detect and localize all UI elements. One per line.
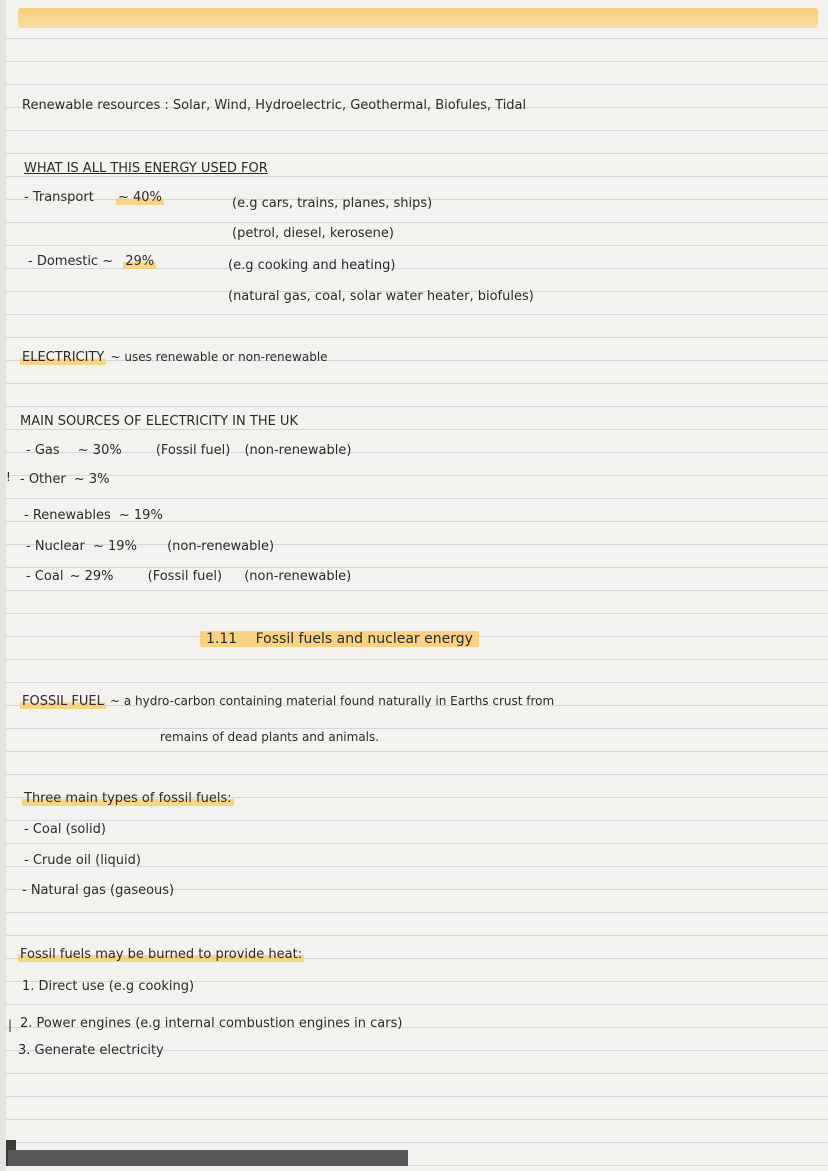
electricity-label: ELECTRICITY [22,350,105,365]
section-number: 1.11 [206,631,238,647]
domestic-pct: 29% [125,254,155,269]
fossil-fuel-label: FOSSIL FUEL [22,694,104,709]
domestic-line [28,254,156,270]
source-note: (non-renewable) [244,443,352,458]
uk-sources-heading: MAIN SOURCES OF ELECTRICITY IN THE UK [20,414,298,429]
source-name: - Renewables [24,508,111,523]
source-name: - Nuclear [26,539,85,554]
uses-heading-text: Fossil fuels may be burned to provide heat: [20,947,303,962]
renewable-list: : Solar, Wind, Hydroelectric, Geothermal, Biofules, Tidal [164,98,527,113]
domestic-fuel: (natural gas, coal, solar water heater, biofules) [228,289,534,304]
notebook-binding [8,1150,408,1166]
transport-label: - Transport [24,190,94,205]
source-note: (Fossil fuel) [155,443,231,458]
transport-eg: (e.g cars, trains, planes, ships) [232,196,433,211]
fossil-fuel-line [20,693,554,710]
type-item: - Crude oil (liquid) [24,853,141,868]
use-item: 1. Direct use (e.g cooking) [22,979,195,994]
source-note: (non-renewable) [167,539,275,554]
section-title-box [200,631,479,647]
source-note: (Fossil fuel) [147,569,223,584]
source-pct: ~ 29% [69,569,114,584]
source-pct: ~ 19% [118,508,163,523]
source-note: (non-renewable) [244,569,352,584]
source-name: - Other [20,472,66,487]
transport-pct: ~ 40% [117,190,162,205]
top-highlight-band [18,8,818,28]
renewable-label: Renewable resources [22,98,161,113]
types-heading [22,791,234,807]
domestic-label: - Domestic ~ [28,254,114,269]
uses-heading [18,947,304,963]
source-pct: ~ 19% [93,539,137,554]
section-name: Fossil fuels and nuclear energy [255,631,473,647]
fossil-fuel-def-1: ~ a hydro-carbon containing material found naturally in Earths crust from [110,694,555,708]
uk-source-gas [26,443,351,459]
fossil-fuel-def-2: remains of dead plants and animals. [160,730,380,744]
electricity-line [20,349,328,366]
type-item: - Coal (solid) [24,822,106,837]
renewable-line [22,98,526,114]
margin-mark: ! [6,470,11,484]
source-pct: ~ 3% [73,472,110,487]
transport-fuel: (petrol, diesel, kerosene) [232,226,394,241]
source-pct: ~ 30% [77,443,122,458]
transport-line [24,190,164,206]
source-name: - Gas [26,443,60,458]
uk-source-renewables [24,508,163,524]
source-name: - Coal [26,569,64,584]
domestic-eg: (e.g cooking and heating) [228,258,396,273]
use-item: 3. Generate electricity [18,1043,164,1058]
energy-use-heading: WHAT IS ALL THIS ENERGY USED FOR [24,161,268,176]
section-title [200,631,479,647]
margin-mark: | [8,1018,13,1032]
types-heading-text: Three main types of fossil fuels: [24,791,232,806]
page-left-edge [0,0,6,1171]
uk-source-nuclear [26,539,274,555]
uk-source-coal [26,569,351,585]
uk-source-other [20,472,110,488]
use-item: 2. Power engines (e.g internal combustion engines in cars) [20,1016,403,1031]
electricity-desc: ~ uses renewable or non-renewable [110,350,328,364]
type-item: - Natural gas (gaseous) [22,883,175,898]
